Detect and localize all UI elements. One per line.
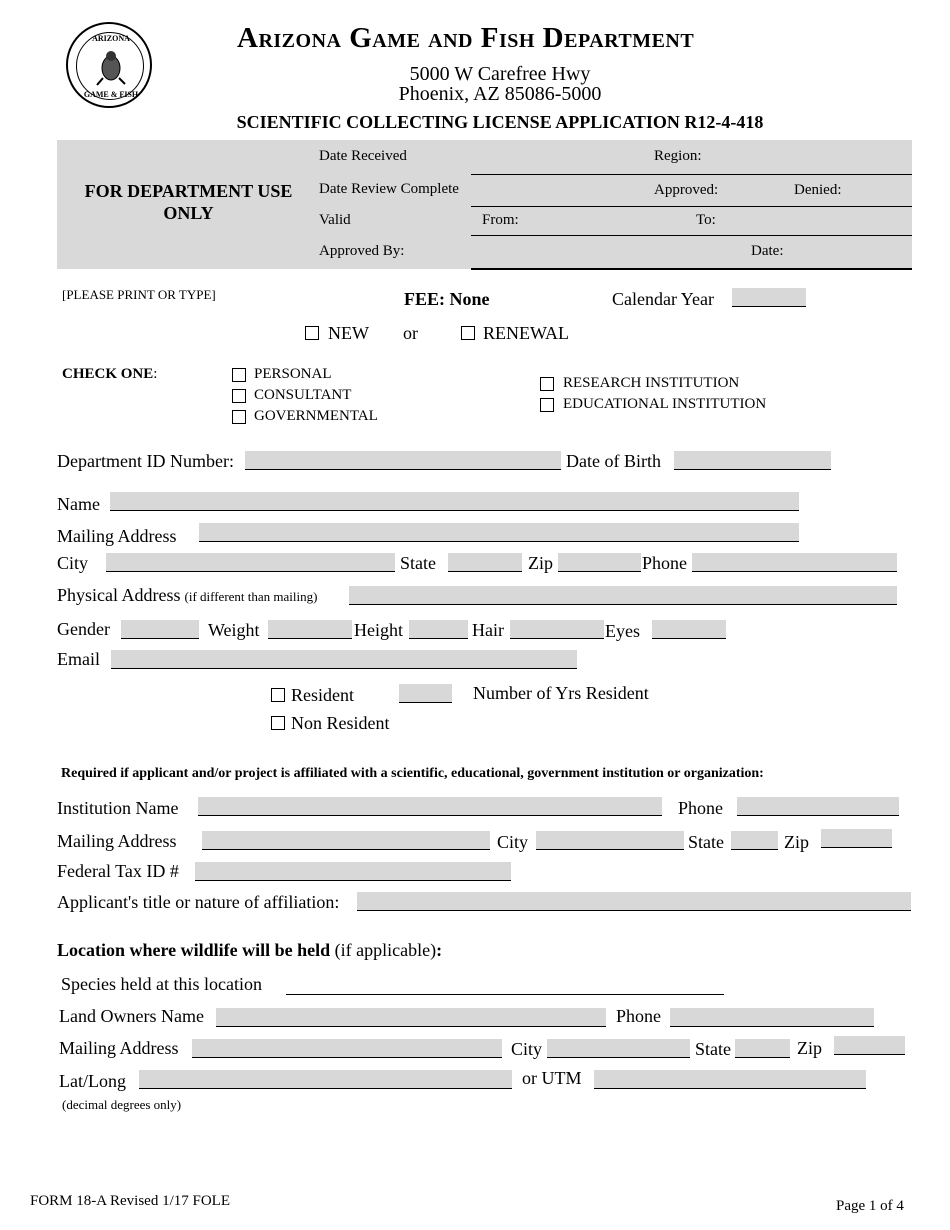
- from-label: From:: [482, 212, 519, 228]
- renewal-label: RENEWAL: [483, 323, 569, 343]
- phone-label: Phone: [642, 553, 687, 573]
- gender-label: Gender: [57, 619, 110, 639]
- dept-rule-4: [471, 268, 912, 270]
- physical-address-text: Physical Address: [57, 585, 181, 605]
- institution-state-input[interactable]: [731, 831, 778, 850]
- physical-address-note: (if different than mailing): [184, 589, 318, 604]
- institution-state-label: State: [688, 832, 724, 852]
- federal-tax-id-input[interactable]: [195, 862, 511, 881]
- land-owner-input[interactable]: [216, 1008, 606, 1027]
- eyes-label: Eyes: [605, 621, 640, 641]
- institution-city-input[interactable]: [536, 831, 684, 850]
- print-or-type-note: [PLEASE PRINT OR TYPE]: [62, 287, 216, 302]
- location-heading-colon: :: [436, 940, 443, 960]
- location-phone-input[interactable]: [670, 1008, 874, 1027]
- to-label: To:: [696, 212, 716, 228]
- land-owner-label: Land Owners Name: [59, 1006, 204, 1026]
- location-mailing-address-label: Mailing Address: [59, 1038, 179, 1058]
- name-label: Name: [57, 494, 100, 514]
- region-label: Region:: [654, 148, 702, 164]
- new-checkbox[interactable]: [305, 326, 319, 340]
- fee-label: FEE: None: [404, 289, 490, 309]
- decimal-degrees-note: (decimal degrees only): [62, 1097, 182, 1112]
- email-input[interactable]: [111, 650, 577, 669]
- personal-label: PERSONAL: [254, 366, 332, 382]
- valid-label: Valid: [319, 212, 351, 228]
- institution-requirement-note: Required if applicant and/or project is affiliated with a scientific, educational, government institution or organization:: [61, 766, 764, 781]
- page-number: Page 1 of 4: [836, 1198, 904, 1214]
- bird-icon: [93, 48, 129, 86]
- location-city-label: City: [511, 1039, 543, 1059]
- name-input[interactable]: [110, 492, 799, 511]
- calendar-year-input[interactable]: [732, 288, 806, 307]
- location-zip-input[interactable]: [834, 1036, 905, 1055]
- state-input[interactable]: [448, 553, 522, 572]
- height-label: Height: [354, 620, 403, 640]
- height-input[interactable]: [409, 620, 468, 639]
- mailing-address-label: Mailing Address: [57, 526, 177, 546]
- institution-zip-label: Zip: [784, 832, 809, 852]
- physical-address-input[interactable]: [349, 586, 897, 605]
- gender-input[interactable]: [121, 620, 199, 639]
- affiliation-input[interactable]: [357, 892, 911, 911]
- latlong-label: Lat/Long: [59, 1071, 126, 1091]
- institution-city-label: City: [497, 832, 529, 852]
- weight-label: Weight: [208, 620, 260, 640]
- educational-institution-label: EDUCATIONAL INSTITUTION: [563, 396, 767, 412]
- agfd-seal-icon: [66, 22, 152, 108]
- latlong-input[interactable]: [139, 1070, 512, 1089]
- affiliation-label: Applicant's title or nature of affiliation:: [57, 892, 340, 912]
- educational-institution-checkbox[interactable]: [540, 398, 554, 412]
- personal-checkbox[interactable]: [232, 368, 246, 382]
- new-label: NEW: [328, 323, 369, 343]
- city-label: City: [57, 553, 89, 573]
- consultant-checkbox[interactable]: [232, 389, 246, 403]
- or-utm-label: or UTM: [522, 1068, 582, 1088]
- seal-top-text: ARIZONA: [92, 34, 130, 43]
- years-resident-label: Number of Yrs Resident: [473, 683, 649, 703]
- location-state-label: State: [695, 1039, 731, 1059]
- institution-name-label: Institution Name: [57, 798, 179, 818]
- dept-rule-3: [471, 235, 912, 236]
- institution-mailing-address-input[interactable]: [202, 831, 490, 850]
- check-one-colon: :: [153, 366, 158, 382]
- species-label: Species held at this location: [61, 974, 262, 994]
- form-id: FORM 18-A Revised 1/17 FOLE: [30, 1193, 231, 1209]
- dept-rule-1: [471, 174, 912, 175]
- department-id-label: Department ID Number:: [57, 451, 234, 471]
- date-of-birth-input[interactable]: [674, 451, 831, 470]
- email-label: Email: [57, 649, 100, 669]
- date-received-label: Date Received: [319, 148, 407, 164]
- department-use-heading: FOR DEPARTMENT USE ONLY: [84, 181, 293, 223]
- utm-input[interactable]: [594, 1070, 866, 1089]
- check-one-text: CHECK ONE: [62, 366, 154, 382]
- location-heading-bold: Location where wildlife will be held: [57, 940, 331, 960]
- resident-label: Resident: [291, 685, 354, 705]
- resident-checkbox[interactable]: [271, 688, 285, 702]
- weight-input[interactable]: [268, 620, 352, 639]
- research-institution-checkbox[interactable]: [540, 377, 554, 391]
- institution-mailing-address-label: Mailing Address: [57, 831, 177, 851]
- check-one-label: [62, 366, 157, 383]
- date-of-birth-label: Date of Birth: [566, 451, 661, 471]
- research-institution-label: RESEARCH INSTITUTION: [563, 375, 740, 391]
- consultant-label: CONSULTANT: [254, 387, 352, 403]
- location-city-input[interactable]: [547, 1039, 690, 1058]
- denied-label: Denied:: [794, 182, 842, 198]
- or-label: or: [403, 323, 418, 343]
- phone-input[interactable]: [692, 553, 897, 572]
- mailing-address-input[interactable]: [199, 523, 799, 542]
- zip-input[interactable]: [558, 553, 641, 572]
- date-review-complete-label: Date Review Complete: [319, 181, 459, 197]
- governmental-label: GOVERNMENTAL: [254, 408, 378, 424]
- non-resident-checkbox[interactable]: [271, 716, 285, 730]
- state-label: State: [400, 553, 436, 573]
- institution-zip-input[interactable]: [821, 829, 892, 848]
- location-heading: [57, 940, 442, 961]
- seal-bottom-text: GAME & FISH: [83, 90, 139, 99]
- location-zip-label: Zip: [797, 1038, 822, 1058]
- location-state-input[interactable]: [735, 1039, 790, 1058]
- hair-label: Hair: [472, 620, 504, 640]
- approved-label: Approved:: [654, 182, 719, 198]
- institution-name-input[interactable]: [198, 797, 662, 816]
- federal-tax-id-label: Federal Tax ID #: [57, 861, 179, 881]
- species-input[interactable]: [286, 976, 724, 995]
- date-label: Date:: [751, 243, 784, 259]
- governmental-checkbox[interactable]: [232, 410, 246, 424]
- non-resident-label: Non Resident: [291, 713, 390, 733]
- form-title: SCIENTIFIC COLLECTING LICENSE APPLICATION R12-4-418: [236, 112, 764, 132]
- institution-phone-label: Phone: [678, 798, 723, 818]
- dept-rule-2: [471, 206, 912, 207]
- location-heading-normal: (if applicable): [330, 940, 437, 960]
- physical-address-label: [57, 585, 317, 606]
- address-line-1: 5000 W Carefree Hwy: [409, 63, 591, 85]
- years-resident-input[interactable]: [399, 684, 452, 703]
- calendar-year-label: Calendar Year: [612, 289, 714, 309]
- zip-label: Zip: [528, 553, 553, 573]
- renewal-checkbox[interactable]: [461, 326, 475, 340]
- location-phone-label: Phone: [616, 1006, 661, 1026]
- address-line-2: Phoenix, AZ 85086-5000: [398, 83, 602, 105]
- institution-phone-input[interactable]: [737, 797, 899, 816]
- location-mailing-address-input[interactable]: [192, 1039, 502, 1058]
- eyes-input[interactable]: [652, 620, 726, 639]
- city-input[interactable]: [106, 553, 395, 572]
- approved-by-label: Approved By:: [319, 243, 405, 259]
- department-id-input[interactable]: [245, 451, 561, 470]
- page-title: Arizona Game and Fish Department: [237, 22, 695, 54]
- hair-input[interactable]: [510, 620, 604, 639]
